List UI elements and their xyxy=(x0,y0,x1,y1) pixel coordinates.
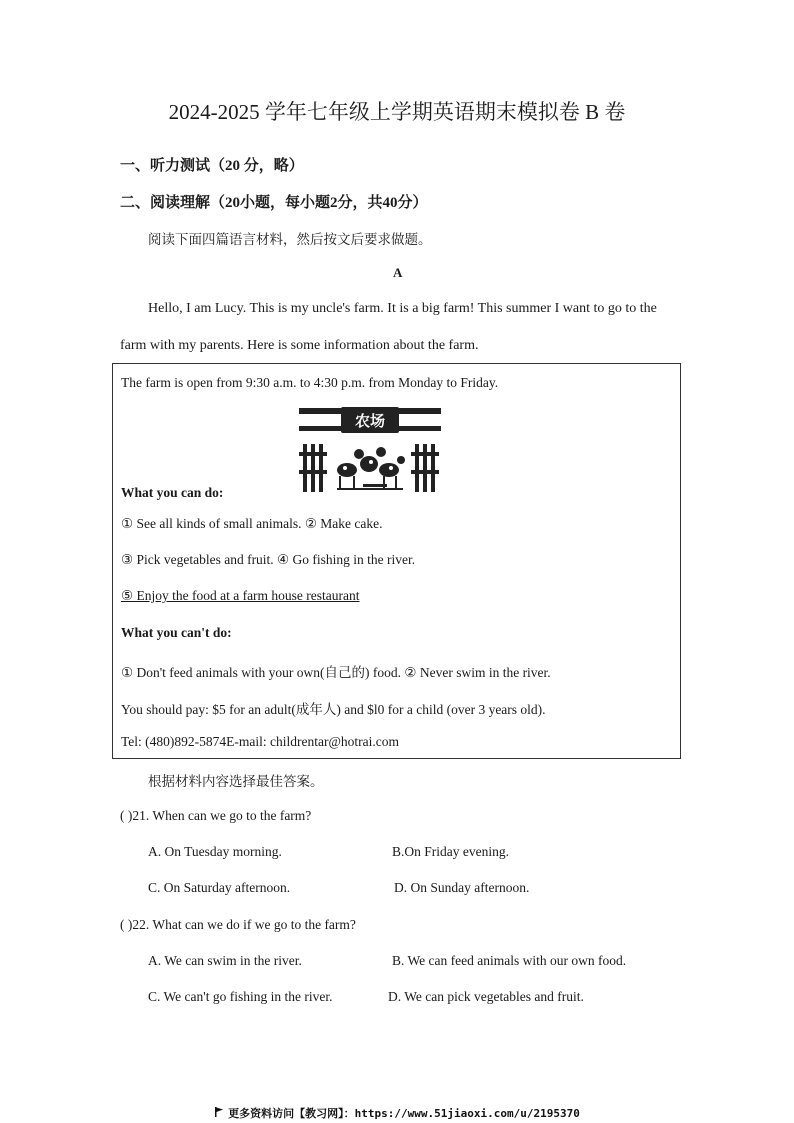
intro-line-2: farm with my parents. Here is some information about the farm. xyxy=(120,338,479,353)
cant-do-line-1: ① Don't feed animals with your own(自己的) food. ② Never swim in the river. xyxy=(121,665,551,680)
can-do-line-2: ③ Pick vegetables and fruit. ④ Go fishing in the river. xyxy=(121,552,416,567)
section-reading-heading: 二、阅读理解（20小题，每小题2分，共40分） xyxy=(120,195,428,211)
question-22-stem: ( )22. What can we do if we go to the farm? xyxy=(120,917,356,932)
can-do-line-3: ⑤ Enjoy the food at a farm house restaurant xyxy=(121,588,360,603)
flag-icon xyxy=(214,1107,224,1120)
intro-line-1: Hello, I am Lucy. This is my uncle's farm. It is a big farm! This summer I want to go to the xyxy=(148,301,657,316)
cant-do-heading: What you can't do: xyxy=(121,625,232,640)
question-21-option-a: A. On Tuesday morning. xyxy=(148,844,282,859)
choose-instruction: 根据材料内容选择最佳答案。 xyxy=(148,774,324,789)
question-21-option-c: C. On Saturday afternoon. xyxy=(148,880,291,895)
question-22-option-c: C. We can't go fishing in the river. xyxy=(148,989,333,1004)
farm-hours: The farm is open from 9:30 a.m. to 4:30 p.m. from Monday to Friday. xyxy=(121,375,499,390)
contact-info: Tel: (480)892-5874E-mail: childrentar@hotrai.com xyxy=(121,734,400,749)
farm-info-box xyxy=(112,363,681,759)
can-do-heading: What you can do: xyxy=(121,485,224,500)
footer-text: 更多资料访问【教习网】：https://www.51jiaoxi.com/u/2195370 xyxy=(228,1107,580,1120)
question-21-option-b: B.On Friday evening. xyxy=(392,844,509,859)
passage-label: A xyxy=(393,265,403,280)
question-22-option-b: B. We can feed animals with our own food. xyxy=(392,953,627,968)
can-do-line-1: ① See all kinds of small animals. ② Make cake. xyxy=(121,516,383,531)
question-21-option-d: D. On Sunday afternoon. xyxy=(394,880,530,895)
instruction-text: 阅读下面四篇语言材料，然后按文后要求做题。 xyxy=(148,232,432,247)
question-21-stem: ( )21. When can we go to the farm? xyxy=(120,808,312,823)
section-listening-heading: 一、听力测试（20 分，略） xyxy=(120,158,304,174)
price-info: You should pay: $5 for an adult(成年人) and $l0 for a child (over 3 years old). xyxy=(121,702,546,717)
question-22-option-d: D. We can pick vegetables and fruit. xyxy=(388,989,584,1004)
question-22-option-a: A. We can swim in the river. xyxy=(148,953,302,968)
farm-logo-text: 农场 xyxy=(354,412,386,430)
farm-logo-icon xyxy=(297,404,443,496)
footer-link[interactable] xyxy=(0,1105,794,1121)
page-title: 2024-2025 学年七年级上学期英语期末模拟卷 B 卷 xyxy=(168,100,626,124)
